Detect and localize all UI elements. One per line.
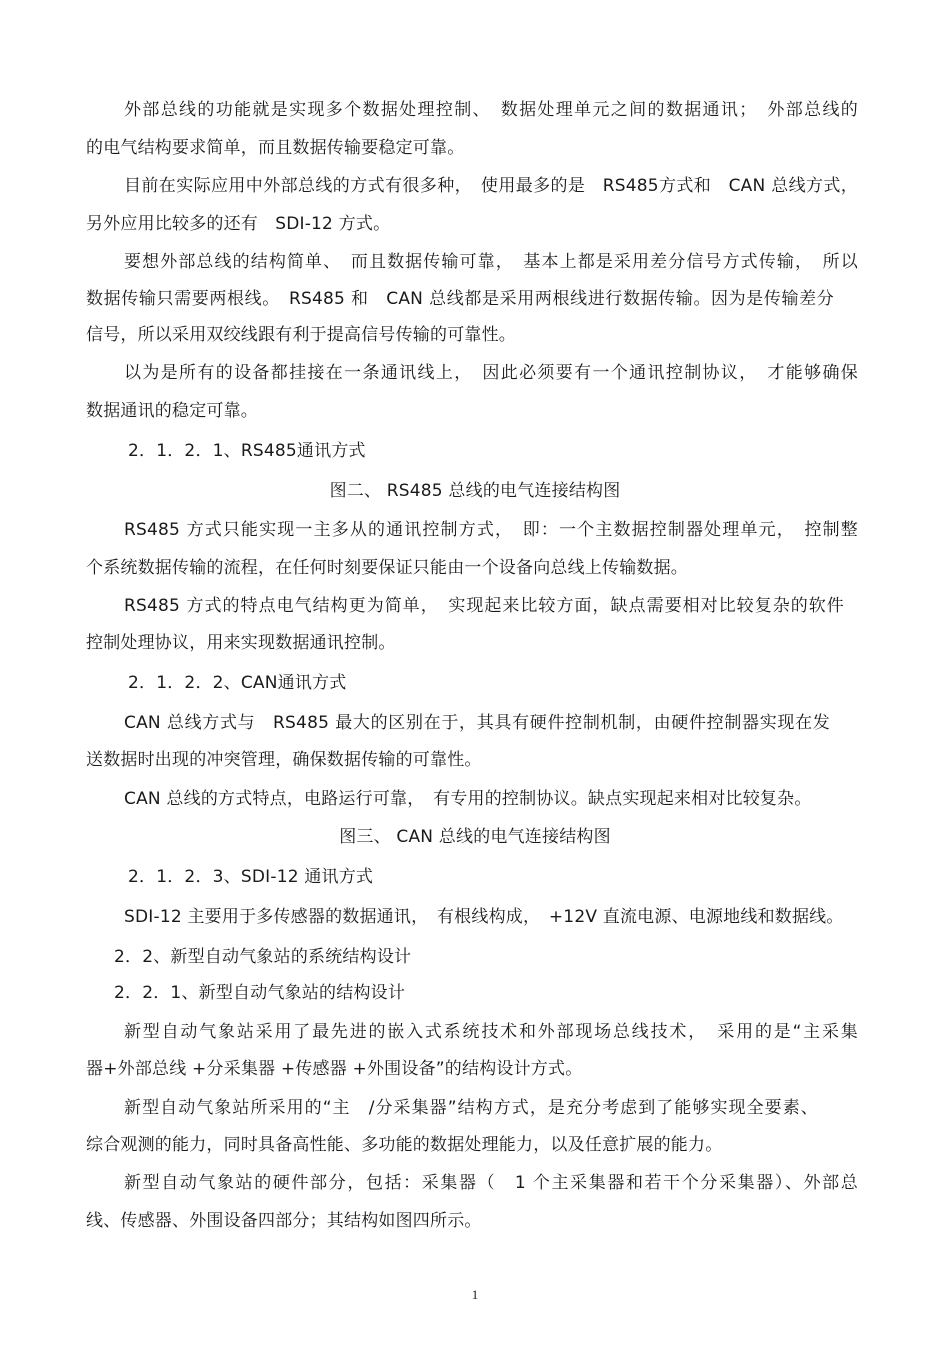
section-heading: 2．1．2．2、CAN通讯方式 xyxy=(128,673,347,693)
paragraph-line: 新型自动气象站所采用的“主 /分采集器”结构方式，是充分考虑到了能够实现全要素、 xyxy=(124,1098,818,1118)
page-number: 1 xyxy=(471,1287,479,1302)
paragraph-line: CAN 总线的方式特点，电路运行可靠， 有专用的控制协议。缺点实现起来相对比较复杂。 xyxy=(124,789,812,809)
paragraph-line: 的电气结构要求简单，而且数据传输要稳定可靠。 xyxy=(86,138,465,158)
paragraph-line: 控制处理协议，用来实现数据通讯控制。 xyxy=(86,633,396,653)
paragraph-line: 以为是所有的设备都挂接在一条通讯线上， 因此必须要有一个通讯控制协议， 才能够确保 xyxy=(124,363,858,383)
section-heading: 2．1．2．1、RS485通讯方式 xyxy=(128,441,366,461)
paragraph-line: 外部总线的功能就是实现多个数据处理控制、 数据处理单元之间的数据通讯； 外部总线的 xyxy=(124,100,858,120)
paragraph-line: 综合观测的能力，同时具备高性能、多功能的数据处理能力，以及任意扩展的能力。 xyxy=(86,1135,723,1155)
paragraph-line: 要想外部总线的结构简单、 而且数据传输可靠， 基本上都是采用差分信号方式传输， 所以 xyxy=(124,252,858,272)
paragraph-line: 送数据时出现的冲突管理，确保数据传输的可靠性。 xyxy=(86,750,482,770)
paragraph-line: 器+外部总线 +分采集器 +传感器 +外围设备”的结构设计方式。 xyxy=(86,1059,583,1079)
paragraph-line: RS485 方式只能实现一主多从的通讯控制方式， 即：一个主数据控制器处理单元， 控制整 xyxy=(124,520,858,540)
section-heading: 2．2、新型自动气象站的系统结构设计 xyxy=(114,947,412,967)
paragraph-line: SDI-12 主要用于多传感器的数据通讯， 有根线构成， +12V 直流电源、电源地线和数据线。 xyxy=(124,907,844,927)
paragraph-line: 数据通讯的稳定可靠。 xyxy=(86,401,258,421)
paragraph-line: 信号，所以采用双绞线跟有利于提高信号传输的可靠性。 xyxy=(86,325,516,345)
paragraph-line: RS485 方式的特点电气结构更为简单， 实现起来比较方面，缺点需要相对比较复杂的软件 xyxy=(124,596,844,616)
paragraph-line: 新型自动气象站的硬件部分，包括：采集器（ 1 个主采集器和若干个分采集器）、外部总 xyxy=(124,1173,858,1193)
paragraph-line: 另外应用比较多的还有 SDI-12 方式。 xyxy=(86,214,391,234)
paragraph-line: 目前在实际应用中外部总线的方式有很多种， 使用最多的是 RS485方式和 CAN 总线方式， xyxy=(124,176,858,196)
figure-caption: 图二、 RS485 总线的电气连接结构图 xyxy=(329,481,621,501)
section-heading: 2．2．1、新型自动气象站的结构设计 xyxy=(114,983,406,1003)
paragraph-line: CAN 总线方式与 RS485 最大的区别在于，其具有硬件控制机制，由硬件控制器实现在发 xyxy=(124,713,830,733)
paragraph-line: 线、传感器、外围设备四部分；其结构如图四所示。 xyxy=(86,1211,482,1231)
paragraph-line: 个系统数据传输的流程，在任何时刻要保证只能由一个设备向总线上传输数据。 xyxy=(86,558,688,578)
figure-caption: 图三、 CAN 总线的电气连接结构图 xyxy=(339,827,611,847)
section-heading: 2．1．2．3、SDI-12 通讯方式 xyxy=(128,867,374,887)
paragraph-line: 数据传输只需要两根线。 RS485 和 CAN 总线都是采用两根线进行数据传输。因为是传输差分 xyxy=(86,289,834,309)
paragraph-line: 新型自动气象站采用了最先进的嵌入式系统技术和外部现场总线技术， 采用的是“主采集 xyxy=(124,1022,858,1042)
